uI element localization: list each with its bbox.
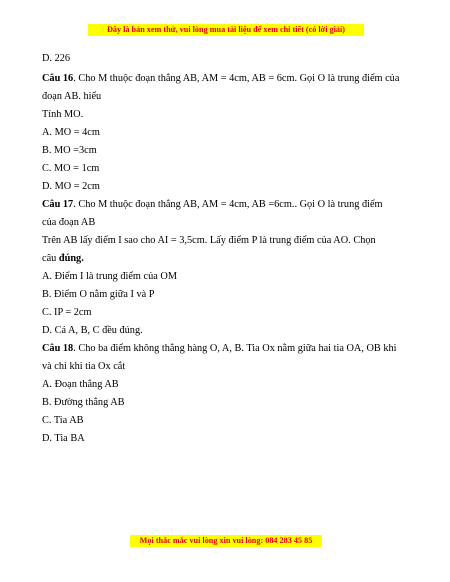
q17-stem-2: của đoạn AB [42, 217, 96, 228]
prev-option-d: D. 226 [42, 53, 71, 64]
q18-stem-2: và chỉ khi tia Ox cắt [42, 361, 126, 372]
q17-stem-1: . Cho M thuộc đoạn thẳng AB, AM = 4cm, AB =6cm.. Gọi O là trung điểm [73, 199, 383, 210]
q17-option-c: C. IP = 2cm [42, 307, 92, 318]
q18-stem-line-1 [42, 342, 397, 356]
q17-label: Câu 17 [42, 199, 74, 210]
q16-stem-1: . Cho M thuộc đoạn thẳng AB, AM = 4cm, AB = 6cm. Gọi O là trung điểm của [73, 73, 400, 84]
q16-stem-2: đoạn AB. hiểu [42, 91, 102, 102]
q16-option-d: D. MO = 2cm [42, 181, 100, 192]
q17-stem-4-prefix: câu [42, 253, 59, 264]
q18-option-a: A. Đoạn thẳng AB [42, 379, 119, 390]
q17-stem-line-1 [42, 198, 383, 212]
q17-option-d: D. Cả A, B, C đều đúng. [42, 325, 143, 336]
q18-option-d: D. Tia BA [42, 433, 85, 444]
q18-label: Câu 18 [42, 343, 74, 354]
contact-footer: Mọi thắc mắc vui lòng xin vui lòng: 084 283 45 85 [130, 535, 322, 547]
q16-stem-line-1 [42, 72, 399, 86]
q16-label: Câu 16 [42, 73, 74, 84]
q17-option-b: B. Điểm O nằm giữa I và P [42, 289, 155, 300]
q17-option-a: A. Điểm I là trung điểm của OM [42, 271, 177, 282]
q16-option-a: A. MO = 4cm [42, 127, 100, 138]
q18-stem-1: . Cho ba điểm không thẳng hàng O, A, B. Tia Ox nằm giữa hai tia OA, OB khi [73, 343, 397, 354]
q16-option-b: B. MO =3cm [42, 145, 97, 156]
q18-option-b: B. Đường thẳng AB [42, 397, 125, 408]
q16-stem-3: Tính MO. [42, 109, 84, 120]
q18-option-c: C. Tia AB [42, 415, 84, 426]
q17-stem-4-bold: đúng. [58, 253, 84, 264]
q17-stem-4 [42, 252, 84, 266]
q17-stem-3: Trên AB lấy điểm I sao cho AI = 3,5cm. Lấy điểm P là trung điểm của AO. Chọn [42, 235, 376, 246]
q16-option-c: C. MO = 1cm [42, 163, 100, 174]
preview-banner: Đây là bản xem thử, vui lòng mua tài liệu để xem chi tiết (có lời giải) [88, 24, 364, 36]
